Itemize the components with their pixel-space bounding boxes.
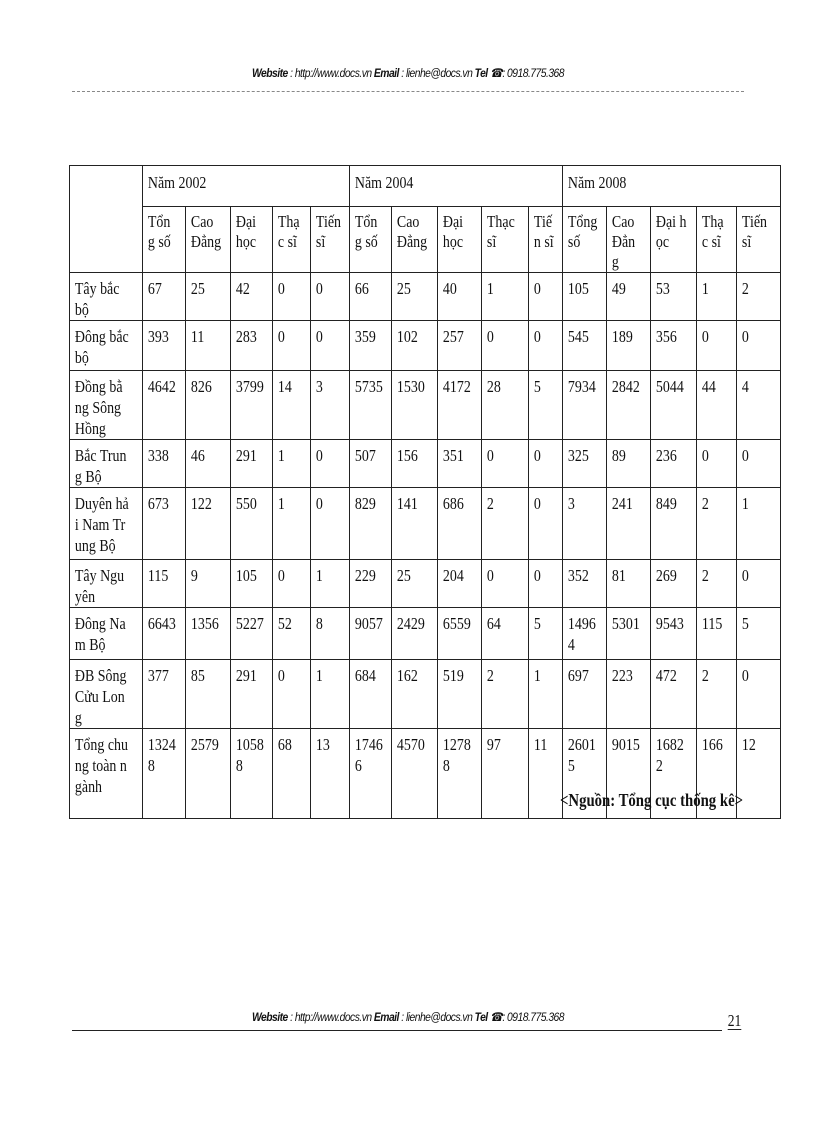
value-cell: 25	[392, 273, 438, 321]
value-cell: 40	[438, 273, 482, 321]
value-cell: 166	[696, 729, 737, 819]
value-cell: 141	[392, 488, 438, 560]
value-cell: 2	[737, 273, 781, 321]
value-cell: 1	[481, 273, 529, 321]
table-row	[70, 440, 781, 488]
value-cell: 14964	[562, 608, 607, 660]
tel-label: Tel	[474, 66, 488, 80]
value-cell: 291	[231, 440, 273, 488]
column-header: Cao Đẳng	[392, 207, 438, 273]
column-header: Đại học	[231, 207, 273, 273]
statistics-table	[69, 165, 781, 819]
value-cell: 28	[481, 371, 529, 440]
value-cell: 0	[311, 440, 350, 488]
value-cell: 257	[438, 321, 482, 371]
value-cell: 67	[143, 273, 186, 321]
value-cell: 2	[481, 488, 529, 560]
value-cell: 5735	[349, 371, 392, 440]
value-cell: 25	[185, 273, 231, 321]
value-cell: 1356	[185, 608, 231, 660]
value-cell: 11	[185, 321, 231, 371]
value-cell: 85	[185, 660, 231, 729]
table-row	[70, 488, 781, 560]
value-cell: 223	[607, 660, 651, 729]
value-cell: 241	[607, 488, 651, 560]
corner-cell	[70, 166, 143, 273]
region-cell: Đồng bằng Sông Hồng	[70, 371, 143, 440]
table-row	[70, 608, 781, 660]
value-cell: 8	[311, 608, 350, 660]
table-row	[70, 321, 781, 371]
website-url[interactable]: : http://www.docs.vn	[290, 66, 372, 80]
value-cell: 9057	[349, 608, 392, 660]
value-cell: 0	[696, 440, 737, 488]
value-cell: 0	[481, 321, 529, 371]
value-cell: 52	[272, 608, 311, 660]
value-cell: 1	[311, 560, 350, 608]
value-cell: 550	[231, 488, 273, 560]
column-header: Tiến sĩ	[737, 207, 781, 273]
value-cell: 156	[392, 440, 438, 488]
value-cell: 507	[349, 440, 392, 488]
value-cell: 9	[185, 560, 231, 608]
year-header: Năm 2008	[562, 166, 780, 207]
value-cell: 325	[562, 440, 607, 488]
value-cell: 684	[349, 660, 392, 729]
value-cell: 44	[696, 371, 737, 440]
column-header: Thạc sĩ	[696, 207, 737, 273]
value-cell: 686	[438, 488, 482, 560]
value-cell: 229	[349, 560, 392, 608]
value-cell: 42	[231, 273, 273, 321]
value-cell: 81	[607, 560, 651, 608]
column-header: Thạc sĩ	[272, 207, 311, 273]
email-label: Email	[373, 1010, 399, 1024]
value-cell: 14	[272, 371, 311, 440]
value-cell: 0	[737, 440, 781, 488]
value-cell: 377	[143, 660, 186, 729]
value-cell: 0	[529, 273, 562, 321]
value-cell: 0	[311, 273, 350, 321]
value-cell: 519	[438, 660, 482, 729]
region-cell: Duyên hải Nam Trung Bộ	[70, 488, 143, 560]
value-cell: 66	[349, 273, 392, 321]
value-cell: 0	[272, 273, 311, 321]
tel-label: Tel	[474, 1010, 488, 1024]
column-header: Thạc sĩ	[481, 207, 529, 273]
value-cell: 64	[481, 608, 529, 660]
website-label: Website	[251, 1010, 288, 1024]
table-row	[70, 371, 781, 440]
column-header: Cao Đẳng	[607, 207, 651, 273]
value-cell: 0	[737, 321, 781, 371]
value-cell: 1	[696, 273, 737, 321]
value-cell: 393	[143, 321, 186, 371]
value-cell: 3799	[231, 371, 273, 440]
value-cell: 2	[481, 660, 529, 729]
value-cell: 269	[651, 560, 697, 608]
email-label: Email	[373, 66, 399, 80]
value-cell: 0	[311, 321, 350, 371]
value-cell: 7934	[562, 371, 607, 440]
value-cell: 1	[529, 660, 562, 729]
value-cell: 0	[272, 560, 311, 608]
source-note: <Nguồn: Tổng cục thống kê>	[560, 790, 744, 810]
page-header	[57, 66, 759, 80]
year-header-row	[70, 166, 781, 207]
value-cell: 5227	[231, 608, 273, 660]
value-cell: 283	[231, 321, 273, 371]
value-cell: 352	[562, 560, 607, 608]
value-cell: 105	[231, 560, 273, 608]
value-cell: 1	[737, 488, 781, 560]
value-cell: 115	[696, 608, 737, 660]
website-url[interactable]: : http://www.docs.vn	[290, 1010, 372, 1024]
column-header: Tiến sĩ	[311, 207, 350, 273]
value-cell: 97	[481, 729, 529, 819]
value-cell: 1	[311, 660, 350, 729]
table-row	[70, 660, 781, 729]
value-cell: 12788	[438, 729, 482, 819]
value-cell: 5	[737, 608, 781, 660]
value-cell: 4172	[438, 371, 482, 440]
value-cell: 2429	[392, 608, 438, 660]
value-cell: 2	[696, 560, 737, 608]
value-cell: 0	[481, 560, 529, 608]
value-cell: 0	[737, 560, 781, 608]
value-cell: 4	[737, 371, 781, 440]
value-cell: 105	[562, 273, 607, 321]
column-header: Tổng số	[562, 207, 607, 273]
email-value[interactable]: : lienhe@docs.vn	[401, 66, 473, 80]
region-cell: Đông bắc bộ	[70, 321, 143, 371]
region-cell: Đông Nam Bộ	[70, 608, 143, 660]
value-cell: 338	[143, 440, 186, 488]
value-cell: 673	[143, 488, 186, 560]
header-rule	[72, 91, 744, 92]
value-cell: 102	[392, 321, 438, 371]
column-header: Đại học	[438, 207, 482, 273]
value-cell: 3	[562, 488, 607, 560]
table-row	[70, 560, 781, 608]
value-cell: 46	[185, 440, 231, 488]
value-cell: 6643	[143, 608, 186, 660]
value-cell: 13	[311, 729, 350, 819]
value-cell: 0	[696, 321, 737, 371]
column-header: Tiến sĩ	[529, 207, 562, 273]
value-cell: 53	[651, 273, 697, 321]
value-cell: 2	[696, 488, 737, 560]
value-cell: 2	[696, 660, 737, 729]
value-cell: 68	[272, 729, 311, 819]
column-header: Tổng số	[349, 207, 392, 273]
footer-rule	[72, 1030, 722, 1031]
value-cell: 0	[481, 440, 529, 488]
value-cell: 5	[529, 608, 562, 660]
value-cell: 829	[349, 488, 392, 560]
region-cell: Tổng chung toàn ngành	[70, 729, 143, 819]
phone-icon: ☎	[489, 66, 503, 80]
tel-value: : 0918.775.368	[502, 1010, 564, 1024]
value-cell: 11	[529, 729, 562, 819]
value-cell: 4642	[143, 371, 186, 440]
value-cell: 351	[438, 440, 482, 488]
region-cell: Bắc Trung Bộ	[70, 440, 143, 488]
value-cell: 472	[651, 660, 697, 729]
table-row	[70, 273, 781, 321]
value-cell: 0	[311, 488, 350, 560]
column-header: Đại học	[651, 207, 697, 273]
column-header: Cao Đẳng	[185, 207, 231, 273]
value-cell: 115	[143, 560, 186, 608]
value-cell: 236	[651, 440, 697, 488]
phone-icon: ☎	[489, 1010, 503, 1024]
value-cell: 0	[529, 488, 562, 560]
value-cell: 5301	[607, 608, 651, 660]
value-cell: 204	[438, 560, 482, 608]
value-cell: 162	[392, 660, 438, 729]
value-cell: 2842	[607, 371, 651, 440]
value-cell: 9015	[607, 729, 651, 819]
year-header: Năm 2002	[143, 166, 350, 207]
year-header: Năm 2004	[349, 166, 562, 207]
value-cell: 545	[562, 321, 607, 371]
value-cell: 122	[185, 488, 231, 560]
value-cell: 9543	[651, 608, 697, 660]
value-cell: 291	[231, 660, 273, 729]
value-cell: 0	[737, 660, 781, 729]
value-cell: 2579	[185, 729, 231, 819]
value-cell: 826	[185, 371, 231, 440]
value-cell: 0	[529, 560, 562, 608]
value-cell: 13248	[143, 729, 186, 819]
website-label: Website	[251, 66, 288, 80]
tel-value: : 0918.775.368	[502, 66, 564, 80]
value-cell: 849	[651, 488, 697, 560]
value-cell: 1	[272, 488, 311, 560]
value-cell: 0	[529, 440, 562, 488]
region-cell: Tây bắc bộ	[70, 273, 143, 321]
page-footer	[57, 1010, 759, 1024]
region-cell: Tây Nguyên	[70, 560, 143, 608]
value-cell: 25	[392, 560, 438, 608]
value-cell: 3	[311, 371, 350, 440]
value-cell: 0	[272, 321, 311, 371]
value-cell: 26015	[562, 729, 607, 819]
value-cell: 89	[607, 440, 651, 488]
value-cell: 5	[529, 371, 562, 440]
page-number: 21	[727, 1011, 742, 1030]
value-cell: 0	[529, 321, 562, 371]
value-cell: 189	[607, 321, 651, 371]
value-cell: 10588	[231, 729, 273, 819]
subheader-row	[70, 207, 781, 273]
value-cell: 6559	[438, 608, 482, 660]
email-value[interactable]: : lienhe@docs.vn	[401, 1010, 473, 1024]
column-header: Tổng số	[143, 207, 186, 273]
value-cell: 697	[562, 660, 607, 729]
value-cell: 1	[272, 440, 311, 488]
value-cell: 5044	[651, 371, 697, 440]
value-cell: 12	[737, 729, 781, 819]
value-cell: 49	[607, 273, 651, 321]
value-cell: 1530	[392, 371, 438, 440]
value-cell: 17466	[349, 729, 392, 819]
value-cell: 0	[272, 660, 311, 729]
region-cell: ĐB Sông Cửu Long	[70, 660, 143, 729]
value-cell: 356	[651, 321, 697, 371]
value-cell: 359	[349, 321, 392, 371]
value-cell: 16822	[651, 729, 697, 819]
value-cell: 4570	[392, 729, 438, 819]
